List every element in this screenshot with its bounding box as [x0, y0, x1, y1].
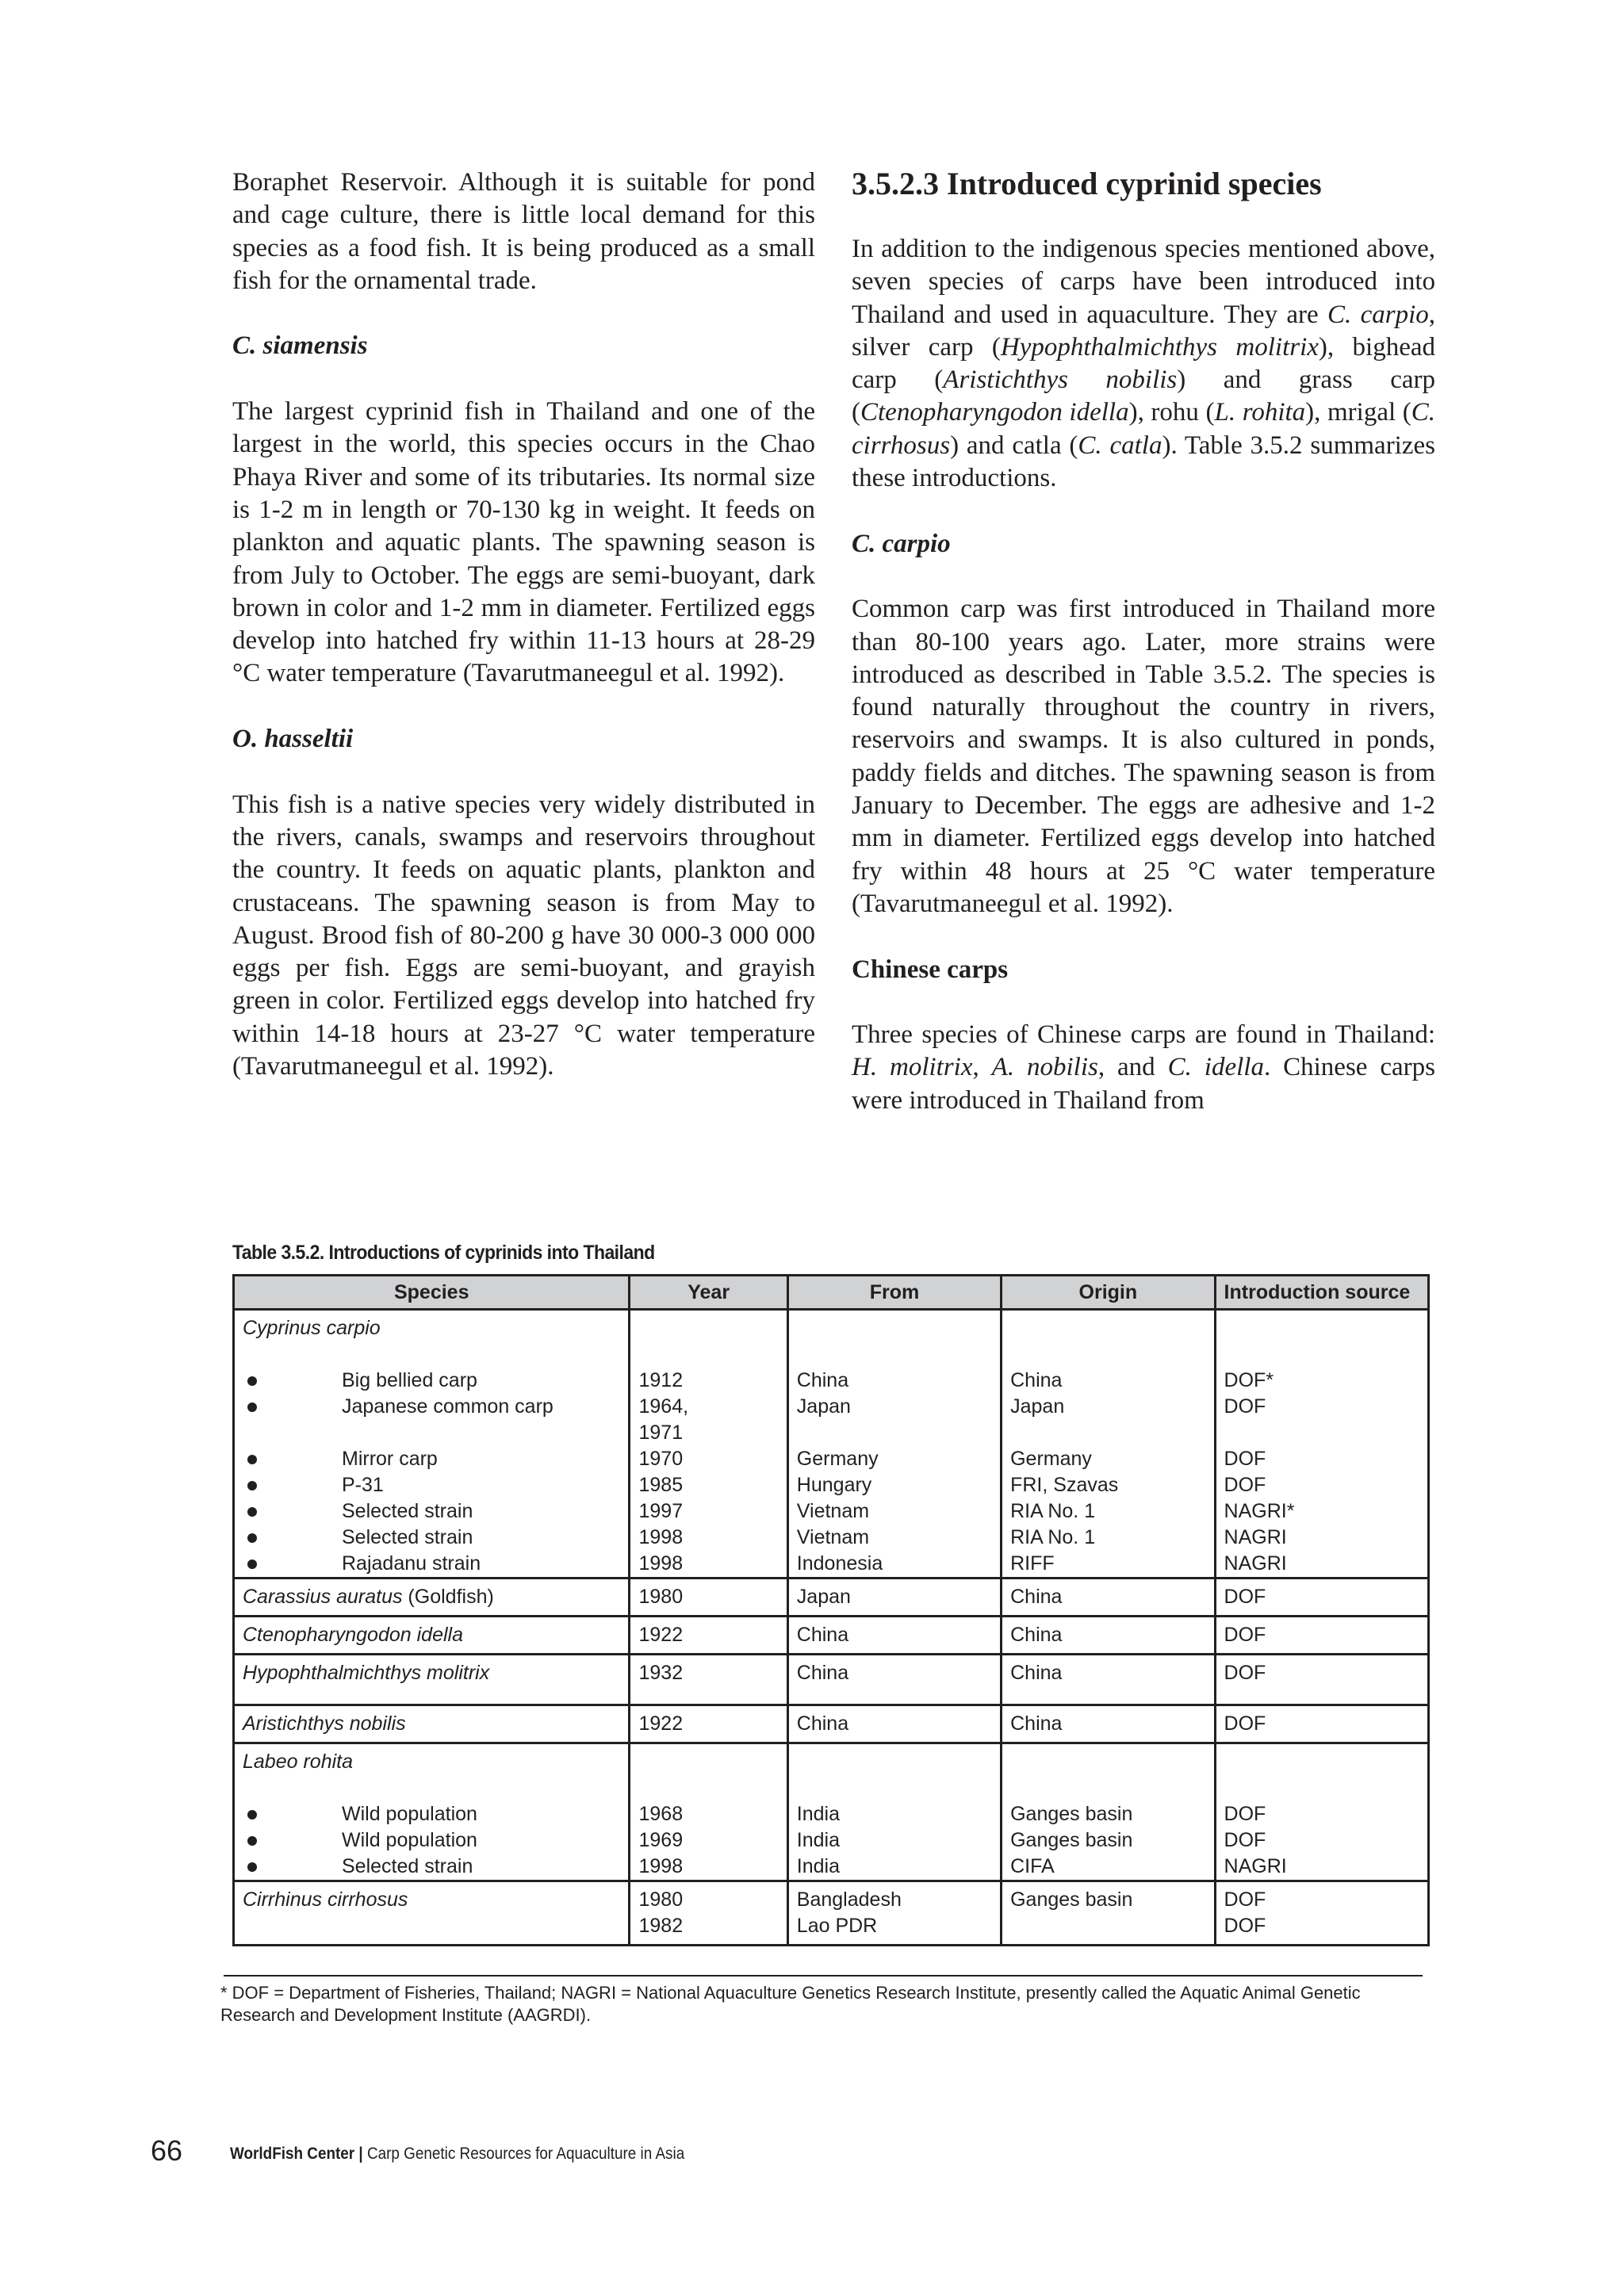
- paragraph-boraphet: Boraphet Reservoir. Although it is suitable for pond and cage culture, there is little local demand for this species as a food fish. It is being produced as a small fish for the ornamental trade.: [232, 168, 815, 295]
- text-run: ). Table 3.5.2 summarizes these introductions.: [852, 430, 1435, 493]
- origin-cell: CIFA: [1002, 1854, 1215, 1881]
- text-run: ), rohu (: [1128, 398, 1215, 427]
- species-name: Carassius auratus: [243, 1586, 403, 1608]
- origin-cell: RIA No. 1: [1002, 1498, 1215, 1525]
- year-cell: 1922: [630, 1617, 787, 1655]
- common-name: (Goldfish): [402, 1586, 494, 1608]
- table-row: [234, 1655, 1429, 1705]
- table-row: [234, 1617, 1429, 1655]
- origin-cell: China: [1002, 1617, 1215, 1655]
- origin-cell: Ganges basin: [1002, 1827, 1215, 1854]
- heading-c-carpio: C. carpio: [852, 529, 951, 558]
- year-cell: 1985: [630, 1472, 787, 1498]
- from-cell: China: [787, 1705, 1001, 1743]
- from-cell: China: [787, 1655, 1001, 1705]
- species-name: Hypophthalmichthys molitrix: [1000, 332, 1319, 362]
- strain-name: Selected strain: [342, 1855, 473, 1877]
- bullet-icon: [247, 1862, 257, 1872]
- bullet-icon: [247, 1481, 257, 1490]
- species-name: A. nobilis: [991, 1053, 1098, 1082]
- source-cell: DOF: [1215, 1881, 1428, 1914]
- year-cell: 1998: [630, 1525, 787, 1551]
- source-cell: NAGRI: [1215, 1551, 1428, 1578]
- table-header-row: [234, 1276, 1429, 1310]
- text-run: ), bighead carp (: [852, 332, 1436, 395]
- species-name: Labeo rohita: [243, 1751, 354, 1773]
- page-number: 66: [151, 2134, 183, 2167]
- year-cell: 1998: [630, 1551, 787, 1578]
- year-cell: 1922: [630, 1705, 787, 1743]
- year-cell: 1997: [630, 1498, 787, 1525]
- table-row: [234, 1881, 1429, 1914]
- from-cell: India: [787, 1801, 1001, 1827]
- table-row: [234, 1551, 1429, 1578]
- header-origin: Origin: [1002, 1276, 1215, 1310]
- source-cell: DOF: [1215, 1472, 1428, 1498]
- source-cell: DOF: [1215, 1578, 1428, 1617]
- right-column: [852, 166, 1435, 1117]
- header-species: Species: [234, 1276, 630, 1310]
- footnote-divider: [224, 1975, 1423, 1976]
- year-cell: 1968: [630, 1801, 787, 1827]
- from-cell: Vietnam: [787, 1525, 1001, 1551]
- origin-cell: Ganges basin: [1002, 1801, 1215, 1827]
- paragraph-carpio: Common carp was first introduced in Thailand more than 80-100 years ago. Later, more strains were introduced as described in Table 3.5.2. The species is found naturally throughout the country in rivers, reservoirs and swamps. It is also cultured in ponds, paddy fields and ditches. The spawning season is from January to December. The eggs are adhesive and 1-2 mm in diameter. Fertilized eggs develop into hatched fry within 48 hours at 25 °C water temperature (Tavarutmaneegul et al. 1992).: [852, 595, 1435, 918]
- from-cell: India: [787, 1827, 1001, 1854]
- year-cell: 1912: [630, 1368, 787, 1394]
- origin-cell: FRI, Szavas: [1002, 1472, 1215, 1498]
- heading-c-siamensis: C. siamensis: [232, 331, 368, 361]
- heading-chinese-carps: Chinese carps: [852, 955, 1009, 984]
- table-row: [234, 1420, 1429, 1446]
- from-cell: Japan: [787, 1394, 1001, 1420]
- species-name: Ctenopharyngodon idella: [243, 1624, 463, 1646]
- from-cell: Lao PDR: [787, 1913, 1001, 1946]
- from-cell: Japan: [787, 1578, 1001, 1617]
- source-cell: DOF: [1215, 1801, 1428, 1827]
- from-cell: India: [787, 1854, 1001, 1881]
- table-row: [234, 1472, 1429, 1498]
- species-name: Aristichthys nobilis: [243, 1712, 406, 1735]
- table-row: [234, 1525, 1429, 1551]
- text-run: In addition to the indigenous species mentioned above, seven species of carps have been introduced into Thailand and used in aquaculture. They are: [852, 235, 1435, 329]
- species-name: C. idella: [1167, 1053, 1264, 1082]
- from-cell: China: [787, 1617, 1001, 1655]
- origin-cell: Germany: [1002, 1446, 1215, 1472]
- source-cell: DOF: [1215, 1705, 1428, 1743]
- from-cell: Indonesia: [787, 1551, 1001, 1578]
- text-run: ,: [972, 1053, 992, 1082]
- year-cell: 1971: [630, 1420, 787, 1446]
- species-name: C. carpio: [1327, 300, 1429, 329]
- text-run: ) and catla (: [950, 430, 1078, 460]
- header-year: Year: [630, 1276, 787, 1310]
- year-cell: 1969: [630, 1827, 787, 1854]
- origin-cell: RIFF: [1002, 1551, 1215, 1578]
- species-name: Aristichthys nobilis: [943, 365, 1178, 395]
- footer-separator: |: [354, 2145, 367, 2163]
- paragraph-hasseltii: This fish is a native species very widely distributed in the rivers, canals, swamps and reservoirs throughout the country. It feeds on aquatic plants, plankton and crustaceans. The spawning season is from May to August. Brood fish of 80-200 g have 30 000-3 000 000 eggs per fish. Eggs are semi-buoyant, and grayish green in color. Fertilized eggs develop into hatched fry within 14-18 hours at 23-27 °C water temperature (Tavarutmaneegul et al. 1992).: [232, 790, 815, 1081]
- bullet-icon: [247, 1810, 257, 1820]
- text-run: ), mrigal (: [1305, 398, 1411, 427]
- source-cell: DOF*: [1215, 1368, 1428, 1394]
- strain-name: P-31: [342, 1474, 384, 1496]
- text-run: , and: [1097, 1053, 1168, 1082]
- from-cell: Germany: [787, 1446, 1001, 1472]
- source-cell: DOF: [1215, 1617, 1428, 1655]
- bullet-icon: [247, 1836, 257, 1846]
- table-footnote: * DOF = Department of Fisheries, Thailand; NAGRI = National Aquaculture Genetics Research Institute, presently called the Aquatic Animal Genetic Research and Development Institute (AAGRDI).: [220, 1983, 1361, 2025]
- from-cell: Hungary: [787, 1472, 1001, 1498]
- bullet-icon: [247, 1402, 257, 1412]
- footer-org: WorldFish Center: [230, 2145, 355, 2163]
- table-row: [234, 1394, 1429, 1420]
- table-row: [234, 1827, 1429, 1854]
- table-row: [234, 1705, 1429, 1743]
- header-introduction-source: Introduction source: [1215, 1276, 1428, 1310]
- table-row: [234, 1310, 1429, 1342]
- year-cell: 1982: [630, 1913, 787, 1946]
- species-name: Cyprinus carpio: [243, 1317, 381, 1339]
- year-cell: 1998: [630, 1854, 787, 1881]
- from-cell: China: [787, 1368, 1001, 1394]
- table-row: [234, 1801, 1429, 1827]
- section-title: 3.5.2.3 Introduced cyprinid species: [852, 166, 1322, 201]
- table-row: [234, 1368, 1429, 1394]
- species-name: Ctenopharyngodon idella: [860, 398, 1129, 427]
- species-name: C. cirrhosus: [852, 398, 1436, 460]
- bullet-icon: [247, 1559, 257, 1569]
- strain-name: Selected strain: [342, 1500, 473, 1522]
- species-name: L. rohita: [1214, 398, 1306, 427]
- bullet-icon: [247, 1507, 257, 1517]
- from-cell: Vietnam: [787, 1498, 1001, 1525]
- left-column: [232, 166, 815, 1083]
- source-cell: DOF: [1215, 1394, 1428, 1420]
- species-name: Hypophthalmichthys molitrix: [243, 1662, 490, 1684]
- table-row: [234, 1578, 1429, 1617]
- bullet-icon: [247, 1455, 257, 1464]
- species-name: C. catla: [1078, 430, 1162, 460]
- source-cell: NAGRI*: [1215, 1498, 1428, 1525]
- footer-title: Carp Genetic Resources for Aquaculture in Asia: [366, 2145, 685, 2163]
- table-caption: Table 3.5.2. Introductions of cyprinids into Thailand: [232, 1242, 655, 1264]
- table-row: [234, 1913, 1429, 1946]
- origin-cell: China: [1002, 1655, 1215, 1705]
- introductions-table: [232, 1274, 1430, 1946]
- year-cell: 1970: [630, 1446, 787, 1472]
- source-cell: DOF: [1215, 1827, 1428, 1854]
- paragraph-introduction: [852, 233, 1435, 495]
- table-row: [234, 1498, 1429, 1525]
- source-cell: DOF: [1215, 1913, 1428, 1946]
- origin-cell: China: [1002, 1578, 1215, 1617]
- bullet-icon: [247, 1376, 257, 1386]
- table-row-spacer: [234, 1341, 1429, 1368]
- text-run: , silver carp (: [852, 300, 1436, 362]
- table-row: [234, 1446, 1429, 1472]
- from-cell: Bangladesh: [787, 1881, 1001, 1914]
- source-cell: NAGRI: [1215, 1854, 1428, 1881]
- paragraph-chinese-carps: [852, 1019, 1435, 1117]
- year-cell: 1932: [630, 1655, 787, 1705]
- origin-cell: RIA No. 1: [1002, 1525, 1215, 1551]
- origin-cell: China: [1002, 1705, 1215, 1743]
- paragraph-siamensis: The largest cyprinid fish in Thailand and one of the largest in the world, this species occurs in the Chao Phaya River and some of its tributaries. Its normal size is 1-2 m in length or 70-130 kg in weight. It feeds on plankton and aquatic plants. The spawning season is from July to October. The eggs are semi-buoyant, dark brown in color and 1-2 mm in diameter. Fertilized eggs develop into hatched fry within 11-13 hours at 28-29 °C water temperature (Tavarutmaneegul et al. 1992).: [232, 397, 815, 688]
- strain-name: Big bellied carp: [342, 1369, 477, 1391]
- source-cell: DOF: [1215, 1655, 1428, 1705]
- bullet-icon: [247, 1533, 257, 1543]
- text-run: . Chinese carps were introduced in Thailand from: [852, 1053, 1435, 1115]
- origin-cell: Japan: [1002, 1394, 1215, 1420]
- source-cell: DOF: [1215, 1446, 1428, 1472]
- year-cell: 1964,: [630, 1394, 787, 1420]
- strain-name: Japanese common carp: [342, 1395, 553, 1418]
- table-row: [234, 1743, 1429, 1776]
- source-cell: NAGRI: [1215, 1525, 1428, 1551]
- running-footer: [230, 2145, 684, 2164]
- text-run: ) and grass carp (: [852, 365, 1436, 427]
- strain-name: Wild population: [342, 1829, 477, 1851]
- species-name: H. molitrix: [852, 1053, 973, 1082]
- strain-name: Mirror carp: [342, 1448, 438, 1470]
- species-name: Cirrhinus cirrhosus: [243, 1888, 408, 1911]
- strain-name: Selected strain: [342, 1526, 473, 1548]
- year-cell: 1980: [630, 1578, 787, 1617]
- heading-o-hasseltii: O. hasseltii: [232, 725, 354, 754]
- origin-cell: Ganges basin: [1002, 1881, 1215, 1914]
- table-row-spacer: [234, 1775, 1429, 1801]
- origin-cell: China: [1002, 1368, 1215, 1394]
- header-from: From: [787, 1276, 1001, 1310]
- strain-name: Wild population: [342, 1803, 477, 1825]
- table-row: [234, 1854, 1429, 1881]
- strain-name: Rajadanu strain: [342, 1552, 481, 1575]
- year-cell: 1980: [630, 1881, 787, 1914]
- text-run: Three species of Chinese carps are found in Thailand:: [852, 1020, 1435, 1050]
